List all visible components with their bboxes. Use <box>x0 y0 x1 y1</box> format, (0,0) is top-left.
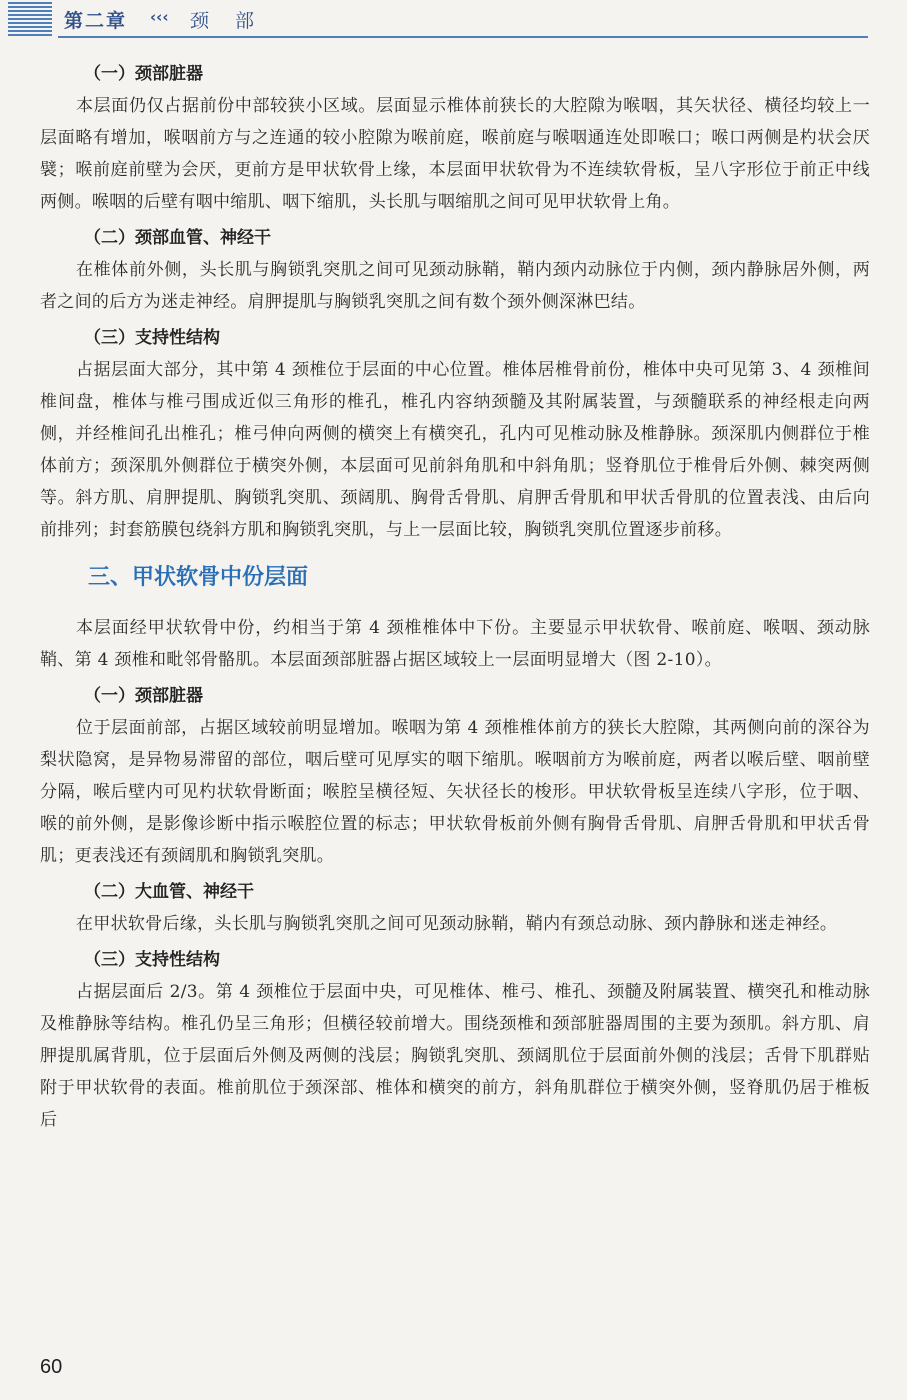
chevron-left-icon: ‹‹‹ <box>150 8 169 26</box>
subheading-vessels-1: （二）颈部血管、神经干 <box>84 228 271 248</box>
subheading-support-2: （三）支持性结构 <box>84 950 220 970</box>
paragraph: 本层面仍仅占据前份中部较狭小区域。层面显示椎体前狭长的大腔隙为喉咽，其矢状径、横径均较上一层面略有增加，喉咽前方与之连通的较小腔隙为喉前庭，喉前庭与喉咽通连处即喉口；喉口两侧是杓状会厌襞；喉前庭前壁为会厌，更前方是甲状软骨上缘，本层面甲状软骨为不连续软骨板，呈八字形位于前正中线两侧。喉咽的后壁有咽中缩肌、咽下缩肌，头长肌与咽缩肌之间可见甲状软骨上角。 <box>40 96 870 212</box>
header-stripes-decoration <box>8 2 52 36</box>
chapter-label: 第二章 <box>64 10 128 32</box>
paragraph: 占据层面后 2/3。第 4 颈椎位于层面中央，可见椎体、椎弓、椎孔、颈髓及附属装置、横突孔和椎动脉及椎静脉等结构。椎孔仍呈三角形；但横径较前增大。围绕颈椎和颈部脏器周围的主要为颈肌。斜方肌、肩胛提肌属背肌，位于层面后外侧及两侧的浅层；胸锁乳突肌、颈阔肌位于层面前外侧的浅层；舌骨下肌群贴附于甲状软骨的表面。椎前肌位于颈深部、椎体和横突的前方，斜角肌群位于横突外侧，竖脊肌仍居于椎板后 <box>40 982 870 1130</box>
section-label: 颈部 <box>190 10 281 32</box>
paragraph: 位于层面前部，占据区域较前明显增加。喉咽为第 4 颈椎椎体前方的狭长大腔隙，其两侧向前的深谷为梨状隐窝，是异物易滞留的部位，咽后壁可见厚实的咽下缩肌。喉咽前方为喉前庭，两者以喉后壁、咽前壁分隔，喉后壁内可见杓状软骨断面；喉腔呈横径短、矢状径长的梭形。甲状软骨板呈连续八字形，位于咽、喉的前外侧，是影像诊断中指示喉腔位置的标志；甲状软骨板前外侧有胸骨舌骨肌、肩胛舌骨肌和甲状舌骨肌；更表浅还有颈阔肌和胸锁乳突肌。 <box>40 718 870 866</box>
paragraph: 占据层面大部分，其中第 4 颈椎位于层面的中心位置。椎体居椎骨前份，椎体中央可见第 3、4 颈椎间椎间盘，椎体与椎弓围成近似三角形的椎孔，椎孔内容纳颈髓及其附属装置，与颈髓联系的神经根走向两侧，并经椎间孔出椎孔；椎弓伸向两侧的横突上有横突孔，孔内可见椎动脉及椎静脉。颈深肌内侧群位于椎体前方；颈深肌外侧群位于横突外侧，本层面可见前斜角肌和中斜角肌；竖脊肌位于椎骨后外侧、棘突两侧等。斜方肌、肩胛提肌、胸锁乳突肌、颈阔肌、胸骨舌骨肌、肩胛舌骨肌和甲状舌骨肌的位置表浅、由后向前排列；封套筋膜包绕斜方肌和胸锁乳突肌，与上一层面比较，胸锁乳突肌位置逐步前移。 <box>40 360 870 540</box>
page-number: 60 <box>40 1356 63 1378</box>
subheading-visceral-1: （一）颈部脏器 <box>84 64 203 84</box>
subheading-support-1: （三）支持性结构 <box>84 328 220 348</box>
paragraph: 本层面经甲状软骨中份，约相当于第 4 颈椎椎体中下份。主要显示甲状软骨、喉前庭、喉咽、颈动脉鞘、第 4 颈椎和毗邻骨骼肌。本层面颈部脏器占据区域较上一层面明显增大（图 2-10）。 <box>40 618 870 670</box>
paragraph: 在甲状软骨后缘，头长肌与胸锁乳突肌之间可见颈动脉鞘，鞘内有颈总动脉、颈内静脉和迷走神经。 <box>76 914 838 934</box>
page-body <box>40 60 870 1142</box>
subheading-visceral-2: （一）颈部脏器 <box>84 686 203 706</box>
section-title: 三、甲状软骨中份层面 <box>88 565 309 590</box>
running-header <box>0 0 907 40</box>
header-rule <box>58 36 868 38</box>
subheading-vessels-2: （二）大血管、神经干 <box>84 882 254 902</box>
paragraph: 在椎体前外侧，头长肌与胸锁乳突肌之间可见颈动脉鞘，鞘内颈内动脉位于内侧，颈内静脉居外侧，两者之间的后方为迷走神经。肩胛提肌与胸锁乳突肌之间有数个颈外侧深淋巴结。 <box>40 260 870 312</box>
